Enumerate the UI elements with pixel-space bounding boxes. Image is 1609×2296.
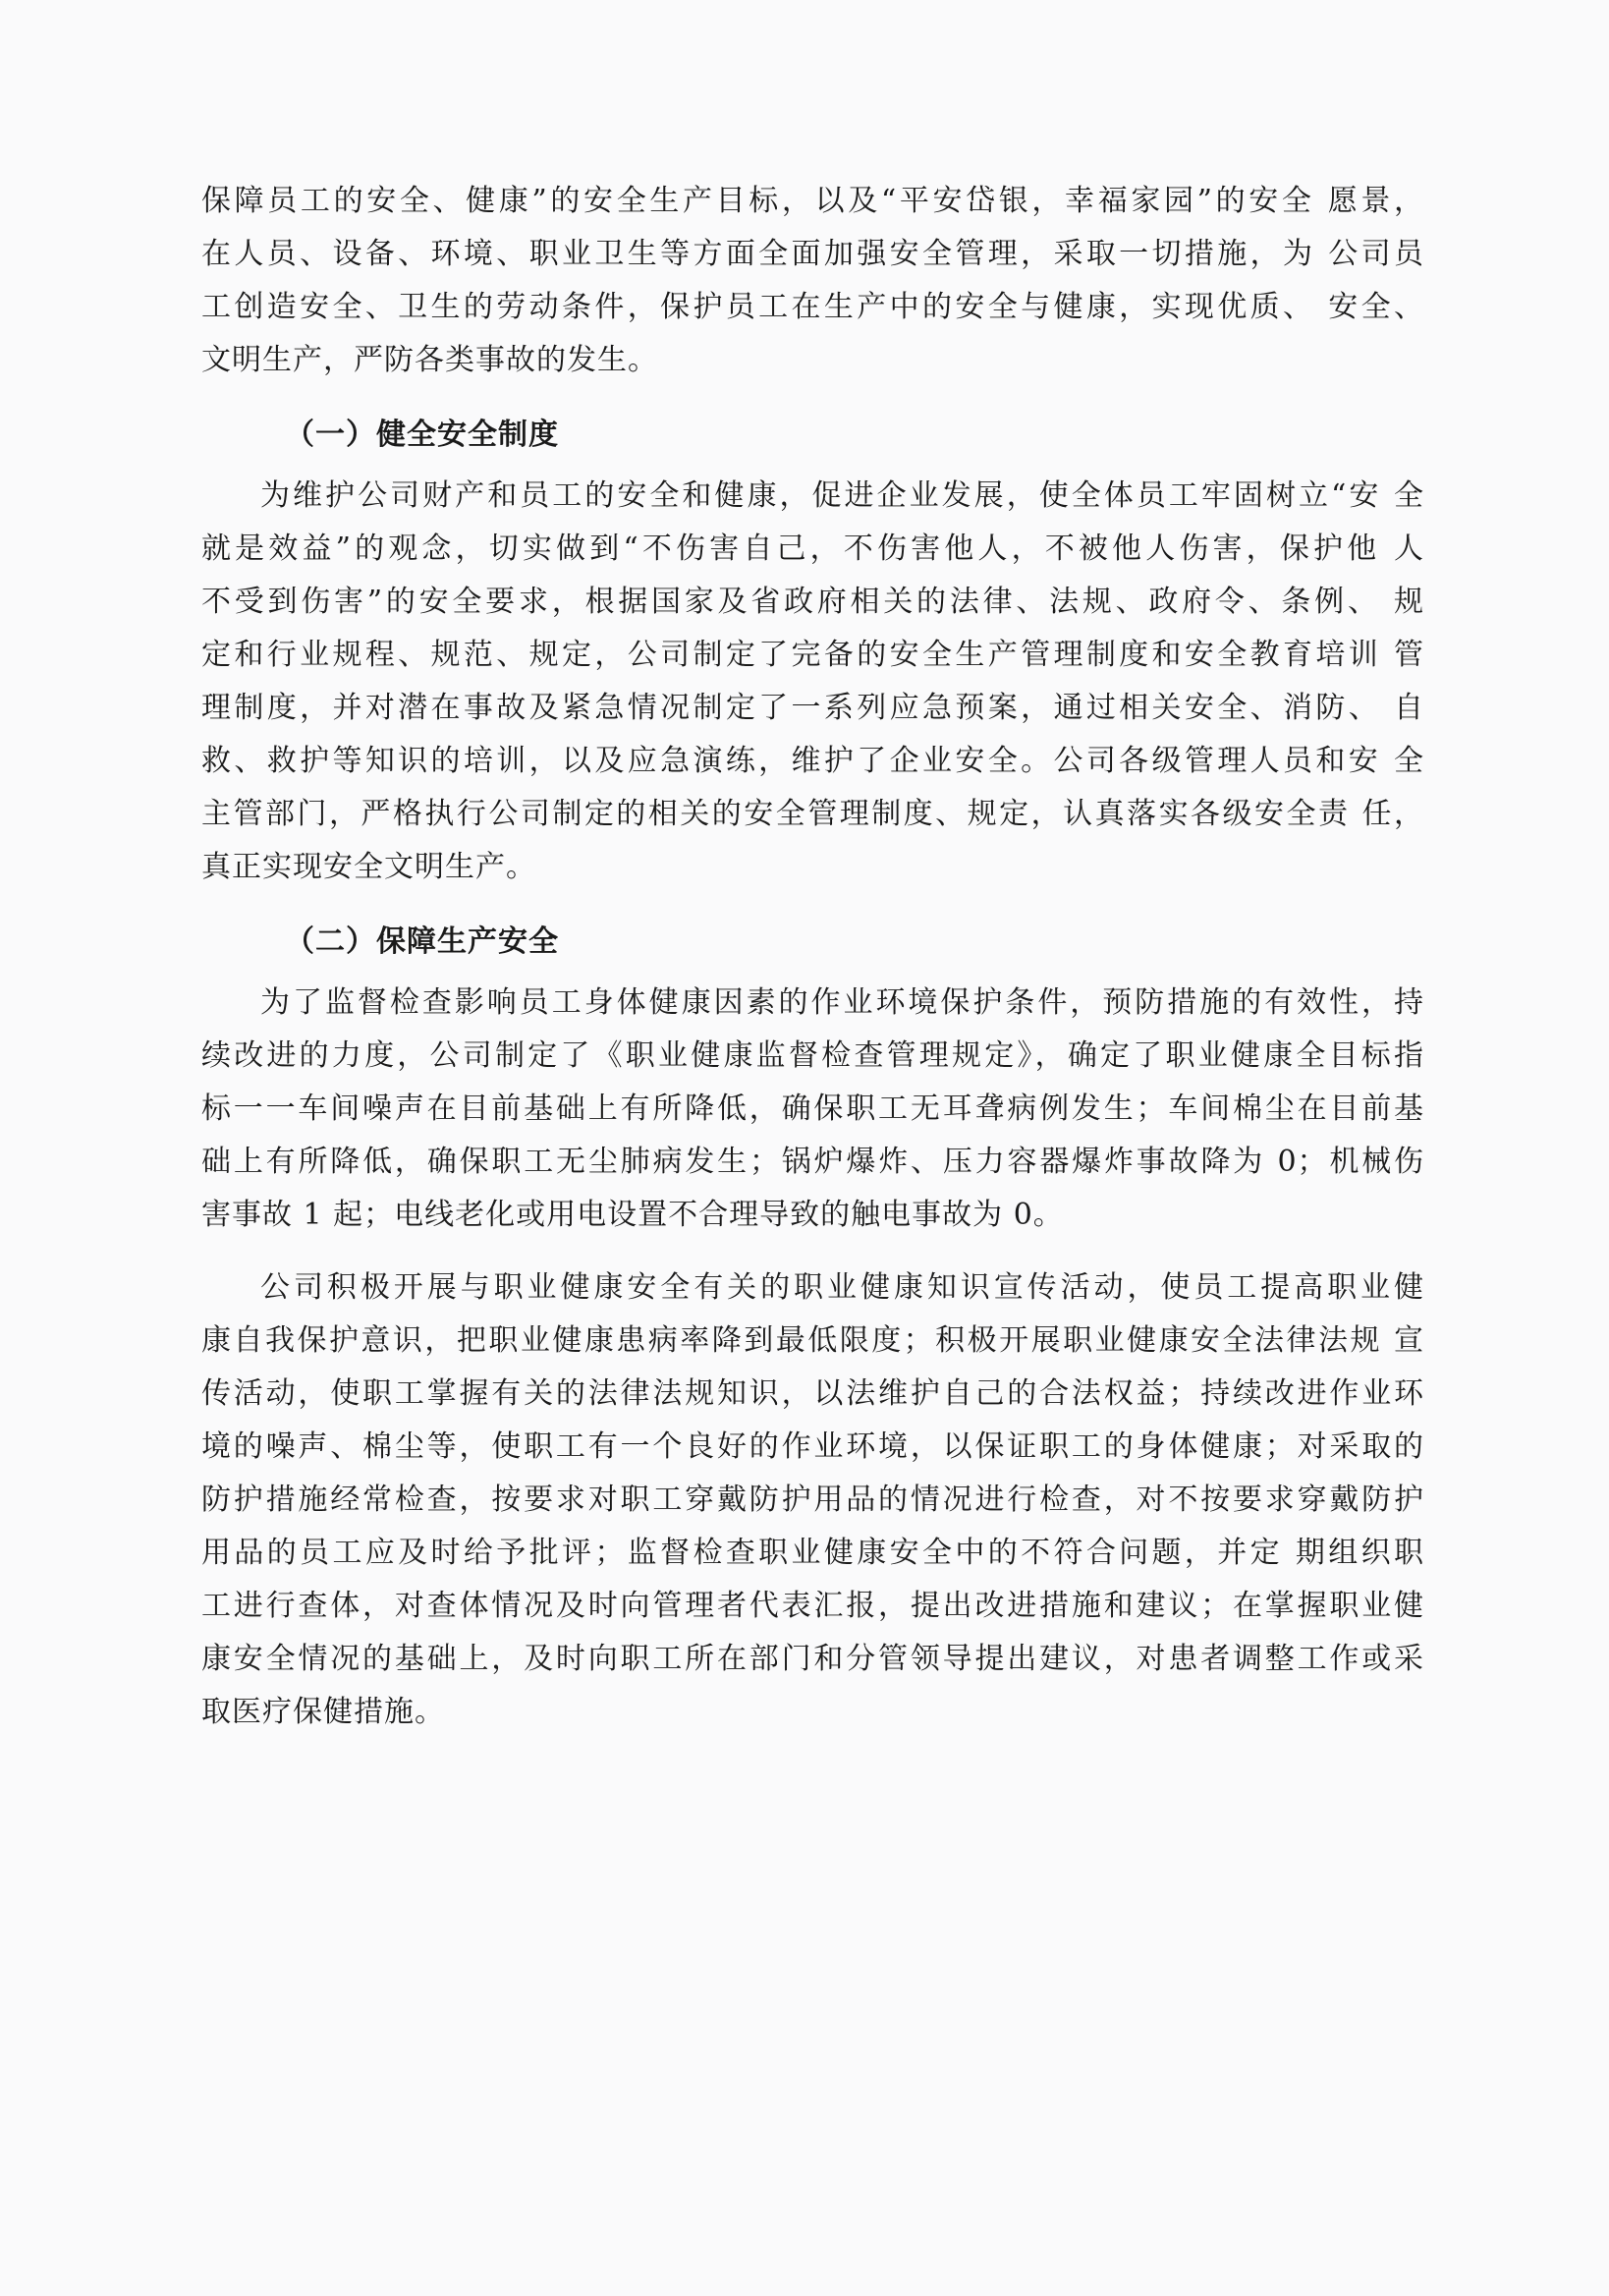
paragraph-line: 续改进的力度，公司制定了《职业健康监督检查管理规定》，确定了职业健康全目标指 [201, 1038, 1424, 1073]
paragraph-line: 救、救护等知识的培训，以及应急演练，维护了企业安全。公司各级管理人员和安 全 [201, 744, 1424, 778]
paragraph-line: 取医疗保健措施。 [201, 1695, 445, 1729]
paragraph-line: 害事故 1 起；电线老化或用电设置不合理导致的触电事故为 0。 [201, 1198, 1064, 1232]
intro-paragraph [201, 175, 1424, 387]
paragraph-line: 理制度，并对潜在事故及紧急情况制定了一系列应急预案，通过相关安全、消防、 自 [201, 691, 1424, 725]
paragraph-line: 文明生产，严防各类事故的发生。 [201, 343, 658, 377]
paragraph-line: 就是效益”的观念，切实做到“不伤害自己，不伤害他人，不被他人伤害，保护他 人 [201, 532, 1424, 566]
section-2-paragraph-1 [201, 977, 1424, 1242]
section-heading: （二）保障生产安全 [285, 924, 559, 959]
paragraph-line: 为了监督检查影响员工身体健康因素的作业环境保护条件，预防措施的有效性，持 [260, 985, 1424, 1020]
section-2-paragraph-2 [201, 1261, 1424, 1739]
paragraph-line: 主管部门，严格执行公司制定的相关的安全管理制度、规定，认真落实各级安全责 任， [201, 797, 1424, 831]
paragraph-line: 保障员工的安全、健康”的安全生产目标，以及“平安岱银，幸福家园”的安全 愿景， [201, 184, 1424, 218]
paragraph-line: 公司积极开展与职业健康安全有关的职业健康知识宣传活动，使员工提高职业健 [260, 1270, 1424, 1305]
paragraph-line: 定和行业规程、规范、规定，公司制定了完备的安全生产管理制度和安全教育培训 管 [201, 638, 1424, 672]
document-body [201, 175, 1424, 1739]
paragraph-line: 工进行查体，对查体情况及时向管理者代表汇报，提出改进措施和建议；在掌握职业健 [201, 1589, 1424, 1623]
paragraph-line: 传活动，使职工掌握有关的法律法规知识，以法维护自己的合法权益；持续改进作业环 [201, 1376, 1424, 1411]
paragraph-line: 础上有所降低，确保职工无尘肺病发生；锅炉爆炸、压力容器爆炸事故降为 0；机械伤 [201, 1145, 1424, 1179]
paragraph-line: 标一一车间噪声在目前基础上有所降低，确保职工无耳聋病例发生；车间棉尘在目前基 [201, 1092, 1424, 1126]
paragraph-line: 不受到伤害”的安全要求，根据国家及省政府相关的法律、法规、政府令、条例、 规 [201, 585, 1424, 619]
paragraph-line: 防护措施经常检查，按要求对职工穿戴防护用品的情况进行检查，对不按要求穿戴防护 [201, 1483, 1424, 1517]
paragraph-line: 康安全情况的基础上，及时向职工所在部门和分管领导提出建议，对患者调整工作或采 [201, 1642, 1424, 1676]
paragraph-line: 用品的员工应及时给予批评；监督检查职业健康安全中的不符合问题，并定 期组织职 [201, 1536, 1424, 1570]
paragraph-line: 在人员、设备、环境、职业卫生等方面全面加强安全管理，采取一切措施，为 公司员 [201, 237, 1424, 271]
paragraph-line: 境的噪声、棉尘等，使职工有一个良好的作业环境，以保证职工的身体健康；对采取的 [201, 1429, 1424, 1464]
paragraph-line: 工创造安全、卫生的劳动条件，保护员工在生产中的安全与健康，实现优质、 安全、 [201, 290, 1424, 324]
paragraph-line: 康自我保护意识，把职业健康患病率降到最低限度；积极开展职业健康安全法律法规 宣 [201, 1323, 1424, 1358]
paragraph-line: 真正实现安全文明生产。 [201, 850, 536, 884]
paragraph-line: 为维护公司财产和员工的安全和健康，促进企业发展，使全体员工牢固树立“安 全 [260, 478, 1424, 513]
section-heading: （一）健全安全制度 [285, 418, 559, 452]
section-1-paragraph [201, 470, 1424, 894]
